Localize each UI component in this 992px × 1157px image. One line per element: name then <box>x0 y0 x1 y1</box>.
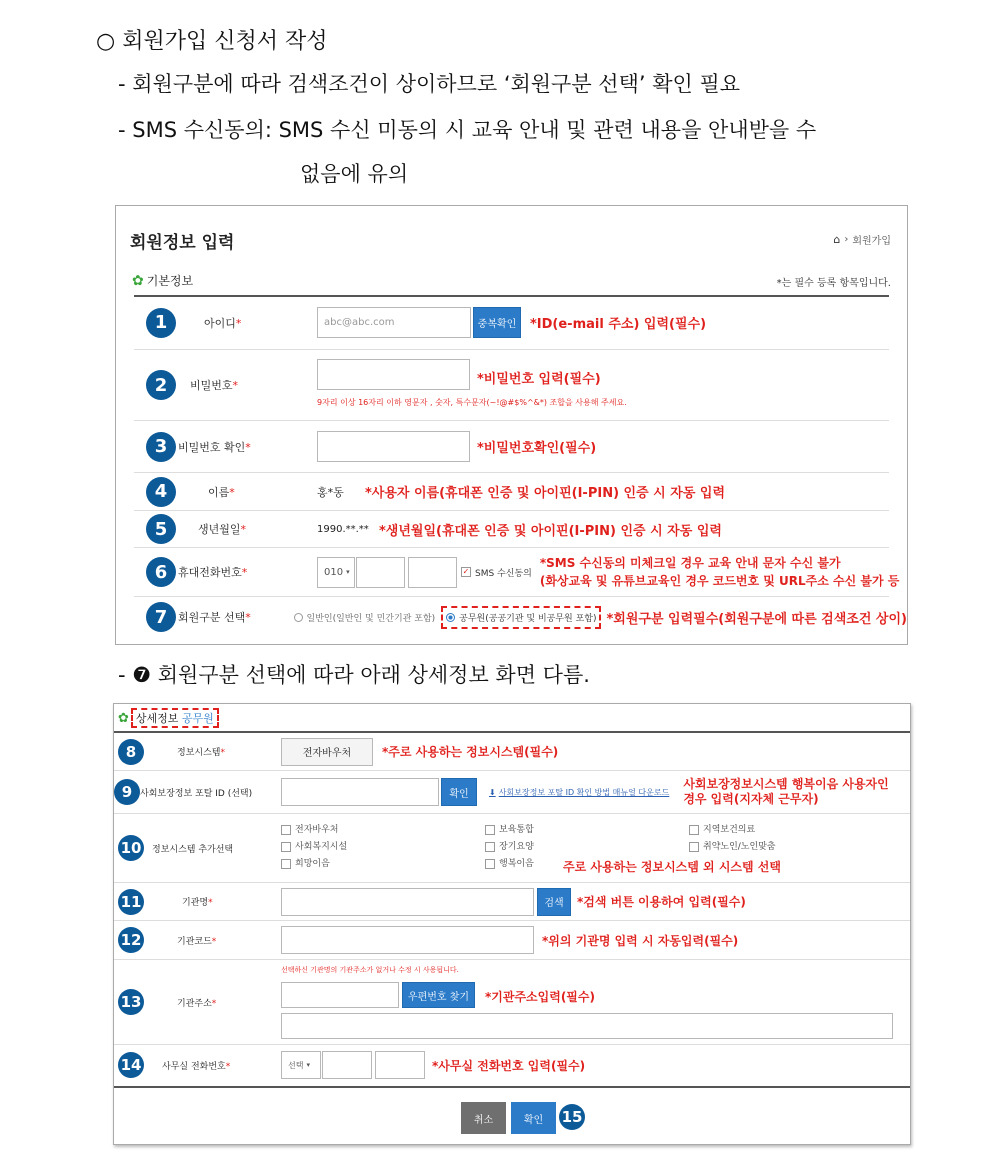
number-badge: 10 <box>118 835 144 861</box>
password-note: *비밀번호 입력(필수) <box>477 372 601 387</box>
leaf-icon: ✿ <box>118 710 129 726</box>
birthdate-note: *생년월일(휴대폰 인증 및 아이핀(I-PIN) 인증 시 자동 입력 <box>379 523 722 539</box>
password-label: 비밀번호* <box>190 379 239 392</box>
row-additional-systems <box>114 814 910 882</box>
number-badge: 8 <box>118 739 144 765</box>
number-badge: 9 <box>114 779 140 805</box>
name-label: 이름* <box>208 485 235 499</box>
additional-systems-note: 주로 사용하는 정보시스템 외 시스템 선택 <box>563 860 781 874</box>
required-note: *는 필수 등록 항목입니다. <box>776 278 891 289</box>
section-basic <box>132 272 193 289</box>
row-name <box>116 473 907 510</box>
number-badge: 1 <box>146 308 176 338</box>
office-phone-note: *사무실 전화번호 입력(필수) <box>432 1058 586 1073</box>
institution-name-label: 기관명* <box>182 898 213 908</box>
info-system-note: *주로 사용하는 정보시스템(필수) <box>382 745 559 759</box>
institution-name-note: *검색 버튼 이용하여 입력(필수) <box>577 895 746 909</box>
row-member-type <box>116 597 907 637</box>
section-detail <box>118 708 219 728</box>
address-detail-input[interactable] <box>281 1013 893 1039</box>
chevron-right-icon: › <box>844 234 849 245</box>
section-type: 공무원 <box>181 712 214 725</box>
doc-line-4: - ❼ 회원구분 선택에 따라 아래 상세정보 화면 다름. <box>118 663 590 687</box>
postcode-search-button[interactable]: 우편번호 찾기 <box>402 982 475 1008</box>
radio-public-official[interactable]: 공무원(공공기관 및 비공무원 포함) <box>441 606 601 629</box>
institution-address-label: 기관주소* <box>177 998 217 1009</box>
doc-line-3: 없음에 유의 <box>300 162 409 186</box>
name-note: *사용자 이름(휴대폰 인증 및 아이핀(I-PIN) 인증 시 자동 입력 <box>365 486 726 501</box>
doc-heading: ○ 회원가입 신청서 작성 <box>96 29 328 54</box>
institution-code-label: 기관코드* <box>177 936 217 947</box>
row-password <box>116 350 907 420</box>
id-note: *ID(e-mail 주소) 입력(필수) <box>530 317 707 332</box>
postcode-input[interactable] <box>281 982 399 1008</box>
additional-systems-label: 정보시스템 추가선택 <box>152 844 234 855</box>
download-icon: ⬇ <box>489 787 496 797</box>
institution-address-hint: 선택하신 기관명의 기관주소가 없거나 수정 시 사용됩니다. <box>281 966 459 974</box>
birthdate-label: 생년월일* <box>198 523 247 536</box>
number-badge: 4 <box>146 477 176 507</box>
password-confirm-note: *비밀번호확인(필수) <box>477 441 597 456</box>
sms-note-1: *SMS 수신동의 미체크일 경우 교육 안내 문자 수신 불가 <box>539 556 841 570</box>
detail-info-panel <box>113 703 911 1145</box>
section-label: 기본정보 <box>146 274 194 288</box>
mobile-label: 휴대전화번호* <box>178 566 248 579</box>
system-option[interactable]: 행복이음 <box>485 856 534 869</box>
number-badge: 7 <box>146 602 176 632</box>
number-badge: 13 <box>118 989 144 1015</box>
cancel-button[interactable]: 취소 <box>461 1102 506 1134</box>
system-option[interactable]: 장기요양 <box>485 839 534 852</box>
number-badge: 15 <box>559 1104 585 1130</box>
caret-down-icon: ▾ <box>346 568 350 576</box>
caret-down-icon: ▾ <box>306 1061 310 1069</box>
password-input[interactable] <box>317 359 470 390</box>
home-icon[interactable]: ⌂ <box>833 233 841 246</box>
manual-download-link[interactable]: ⬇ 사회보장정보 포탈 ID 확인 방법 매뉴얼 다운로드 <box>489 787 670 797</box>
portal-id-input[interactable] <box>281 778 439 806</box>
portal-id-confirm-button[interactable]: 확인 <box>441 778 477 806</box>
row-info-system <box>114 733 910 770</box>
doc-line-1: - 회원구분에 따라 검색조건이 상이하므로 ‘회원구분 선택’ 확인 필요 <box>118 72 741 96</box>
id-label: 아이디* <box>204 316 242 330</box>
portal-id-label: 사회보장정보 포탈 ID (선택) <box>140 788 253 799</box>
member-type-note: *회원구분 입력필수(회원구분에 따른 검색조건 상이) <box>606 611 907 627</box>
name-value: 홍*동 <box>317 485 344 499</box>
institution-address-note: *기관주소입력(필수) <box>485 990 595 1004</box>
mobile-prefix-select[interactable]: 010 ▾ <box>317 557 355 588</box>
row-institution-address <box>114 960 910 1044</box>
institution-search-button[interactable]: 검색 <box>537 888 571 916</box>
password-hint: 9자리 이상 16자리 이하 영문자 , 숫자, 특수문자(~!@#$%^&*) 조합을 사용해 주세요. <box>317 398 627 407</box>
row-portal-id <box>114 771 910 813</box>
panel-title: 회원정보 입력 <box>130 233 235 253</box>
number-badge: 11 <box>118 889 144 915</box>
system-option[interactable]: 지역보건의료 <box>689 822 755 835</box>
number-badge: 14 <box>118 1052 144 1078</box>
office-phone-prefix-select[interactable]: 선택 ▾ <box>281 1051 321 1079</box>
number-badge: 2 <box>146 370 176 400</box>
member-type-label: 회원구분 선택* <box>178 611 251 624</box>
system-option[interactable]: 사회복지시설 <box>281 839 347 852</box>
radio-selected-icon <box>446 613 455 622</box>
radio-general[interactable]: 일반인(일반인 및 민간기관 포함) <box>294 611 436 624</box>
duplicate-check-button[interactable]: 중복확인 <box>473 307 521 338</box>
system-option[interactable]: 취약노인/노인맞춤 <box>689 839 776 852</box>
number-badge: 6 <box>146 557 176 587</box>
number-badge: 3 <box>146 432 176 462</box>
row-institution-code <box>114 921 910 959</box>
row-id <box>116 296 907 349</box>
doc-line-2: - SMS 수신동의: SMS 수신 미동의 시 교육 안내 및 관련 내용을 안내받을 수 <box>118 118 817 142</box>
member-info-panel <box>115 205 908 645</box>
system-option[interactable]: 전자바우처 <box>281 822 338 835</box>
portal-id-note-1: 사회보장정보시스템 행복이음 사용자인 <box>683 777 889 791</box>
breadcrumb <box>833 232 891 247</box>
birthdate-value: 1990.**.** <box>317 523 369 535</box>
system-option[interactable]: 보육통합 <box>485 822 534 835</box>
office-phone-last-input[interactable] <box>375 1051 425 1079</box>
row-password-confirm <box>116 421 907 472</box>
sms-consent-checkbox[interactable]: ✓ SMS 수신동의 <box>462 567 532 579</box>
leaf-icon: ✿ <box>132 272 144 289</box>
info-system-value[interactable]: 전자바우처 <box>281 738 373 766</box>
row-office-phone <box>114 1045 910 1085</box>
system-option[interactable]: 희망이음 <box>281 856 330 869</box>
office-phone-middle-input[interactable] <box>322 1051 372 1079</box>
portal-id-note-2: 경우 입력(지자체 근무자) <box>683 792 819 806</box>
info-system-label: 정보시스템* <box>177 748 225 758</box>
number-badge: 12 <box>118 927 144 953</box>
row-institution-name <box>114 883 910 920</box>
id-input[interactable]: abc@abc.com <box>317 307 471 338</box>
office-phone-label: 사무실 전화번호* <box>162 1061 231 1072</box>
institution-code-note: *위의 기관명 입력 시 자동입력(필수) <box>542 933 739 948</box>
institution-code-input[interactable] <box>281 926 534 954</box>
institution-name-input[interactable] <box>281 888 534 916</box>
sms-note-2: (화상교육 및 유튜브교육인 경우 코드번호 및 URL주소 수신 불가 등 <box>539 574 900 588</box>
breadcrumb-item[interactable]: 회원가입 <box>852 236 891 247</box>
password-confirm-input[interactable] <box>317 431 470 462</box>
password-confirm-label: 비밀번호 확인* <box>178 440 251 454</box>
number-badge: 5 <box>146 514 176 544</box>
checkbox-checked-icon: ✓ <box>462 567 470 576</box>
radio-empty-icon <box>294 613 303 622</box>
section-label: 상세정보 <box>135 712 179 725</box>
mobile-middle-input[interactable] <box>356 557 405 588</box>
row-birthdate <box>116 511 907 547</box>
confirm-button[interactable]: 확인 <box>511 1102 556 1134</box>
mobile-last-input[interactable] <box>408 557 457 588</box>
row-mobile <box>116 548 907 596</box>
